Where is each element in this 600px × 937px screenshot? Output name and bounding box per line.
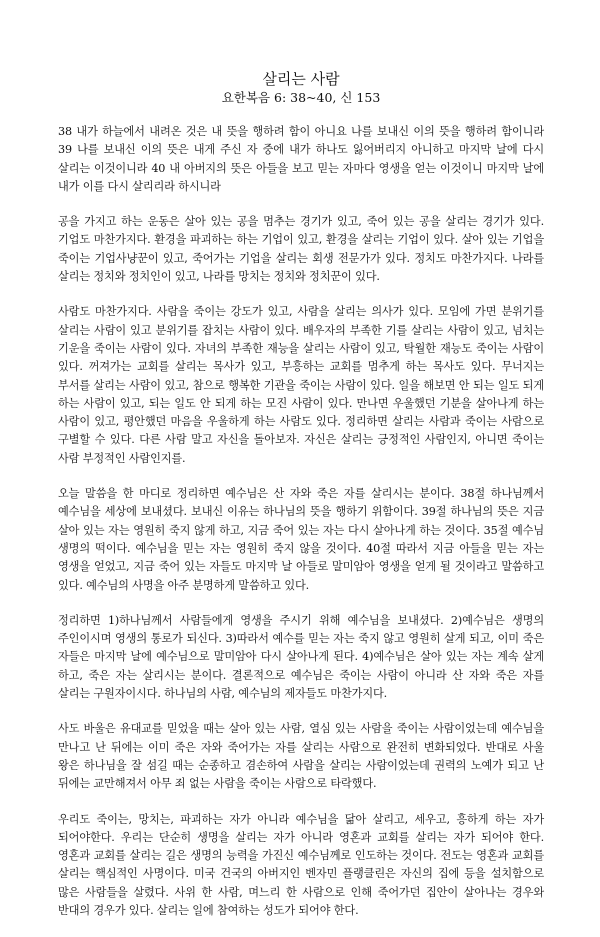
scripture-reference: 요한복음 6: 38~40, 신 153 [221,90,381,105]
paragraph-scripture: 38 내가 하늘에서 내려온 것은 내 뜻을 행하려 함이 아니요 나를 보내신 이의 뜻을 행하려 함이니라 39 나를 보내신 이의 뜻은 내게 주신 자 중에 내가 하나도 잃어버리지 아니하고 마지막 날에 다시 살리는 이것이니라 40 내 아버지의 뜻은 아들을 보고 믿는 자마다 영생을 얻는 이것이니 마지막 날에 내가 이를 다시 살리리라 하시니라 [58,125,544,193]
paragraph-conclusion: 우리도 죽이는, 망치는, 파괴하는 자가 아니라 예수님을 닮아 살리고, 세우고, 흥하게 하는 자가 되어야한다. 우리는 단순히 생명을 살리는 자가 아니라 영혼과 교회를 살리는 자가 되어야 한다. 영혼과 교회를 살리는 길은 생명의 능력을 가진신 예수님께로 인도하는 것이다. 전도는 영혼과 교회를 살리는 핵심적인 사명이다. 미국 건국의 아버지인 벤자민 플랭클린은 자신의 집에 등을 설치함으로 많은 사람들을 살렸다. 사위 한 사람, 며느리 한 사람으로 인해 죽어가던 집안이 살아나는 경우와 반대의 경우가 있다. 살리는 일에 참여하는 성도가 되어야 한다. [58,812,544,917]
document-page [58,70,544,937]
page-title: 살리는 사람 [262,70,340,88]
paragraph-summary: 오늘 말씀을 한 마디로 정리하면 예수님은 산 자와 죽은 자를 살리시는 분이다. 38절 하나님께서 예수님을 세상에 보내셨다. 보내신 이유는 하나님의 뜻을 행하기 위함이다. 39절 하나님의 뜻은 지금 살아 있는 자는 영원히 죽지 않게 하고, 지금 죽어 있는 자는 다시 살아나게 하는 것이다. 35절 예수님 생명의 떡이다. 예수님을 믿는 자는 영원히 죽지 않을 것이다. 40절 따라서 지금 아들을 믿는 자는 영생을 얻었고, 지금 죽어 있는 자들도 마지막 날 아들로 말미암아 영생을 얻게 될 것이라고 말씀하고 있다. 예수님의 사명을 아주 분명하게 말씀하고 있다. [58,487,544,592]
paragraph-points: 정리하면 1)하나님께서 사람들에게 영생을 주시기 위해 예수님을 보내셨다. 2)예수님은 생명의 주인이시며 영생의 통로가 되신다. 3)따라서 예수를 믿는 자는 죽지 않고 영원히 살게 되고, 이미 죽은 자들은 마지막 날에 예수님으로 말미암아 다시 살아나게 된다. 4)예수님은 살아 있는 자는 계속 살게 하고, 죽은 자는 살리시는 분이다. 결론적으로 예수님은 죽이는 사람이 아니라 산 자와 죽은 자를 살리는 구원자이시다. 하나님의 사람, 예수님의 제자들도 마찬가지다. [58,613,544,701]
paragraph-paul: 사도 바울은 유대교를 믿었을 때는 살아 있는 사람, 열심 있는 사람을 죽이는 사람이었는데 예수님을 만나고 난 뒤에는 이미 죽은 자와 죽어가는 자를 살리는 사람으로 완전히 변화되었다. 반대로 사울 왕은 하나님을 잘 섬길 때는 순종하고 겸손하여 사람을 살리는 사람이었는데 권력의 노예가 되고 난 뒤에는 교만해져서 아무 죄 없는 사람을 죽이는 사람으로 타락했다. [58,722,544,791]
paragraph-intro: 공을 가지고 하는 운동은 살아 있는 공을 멈추는 경기가 있고, 죽어 있는 공을 살리는 경기가 있다. 기업도 마찬가지다. 환경을 파괴하는 하는 기업이 있고, 환경을 살리는 기업이 있다. 살아 있는 기업을 죽이는 기업사냥꾼이 있고, 죽어가는 기업을 살리는 회생 전문가가 있다. 정치도 마찬가지다. 나라를 살리는 정치와 정치인이 있고, 나라를 망치는 정치와 정치꾼이 있다. [58,215,544,284]
paragraph-people: 사람도 마찬가지다. 사람을 죽이는 강도가 있고, 사람을 살리는 의사가 있다. 모임에 가면 분위기를 살리는 사람이 있고 분위기를 잡치는 사람이 있다. 배우자의 부족한 기를 살리는 사람이 있고, 넘치는 기운을 죽이는 사람이 있다. 자녀의 부족한 재능을 살리는 사람이 있고, 탁월한 재능도 죽이는 사람이 있다. 꺼져가는 교회를 살리는 목사가 있고, 부흥하는 교회를 멈추게 하는 목사도 있다. 무너지는 부서를 살리는 사람이 있고, 참으로 행복한 기관을 죽이는 사람이 있다. 일을 해보면 안 되는 일도 되게 하는 사람이 있고, 되는 일도 안 되게 하는 모진 사람이 있다. 만나면 우울했던 기분을 살아나게 하는 사람이 있고, 평안했던 마음을 우울하게 하는 사람도 있다. 정리하면 살리는 사람과 죽이는 사람으로 구별할 수 있다. 다른 사람 말고 자신을 돌아보자. 자신은 살리는 긍정적인 사람인지, 아니면 죽이는 사람 부정적인 사람인지를. [58,305,544,465]
